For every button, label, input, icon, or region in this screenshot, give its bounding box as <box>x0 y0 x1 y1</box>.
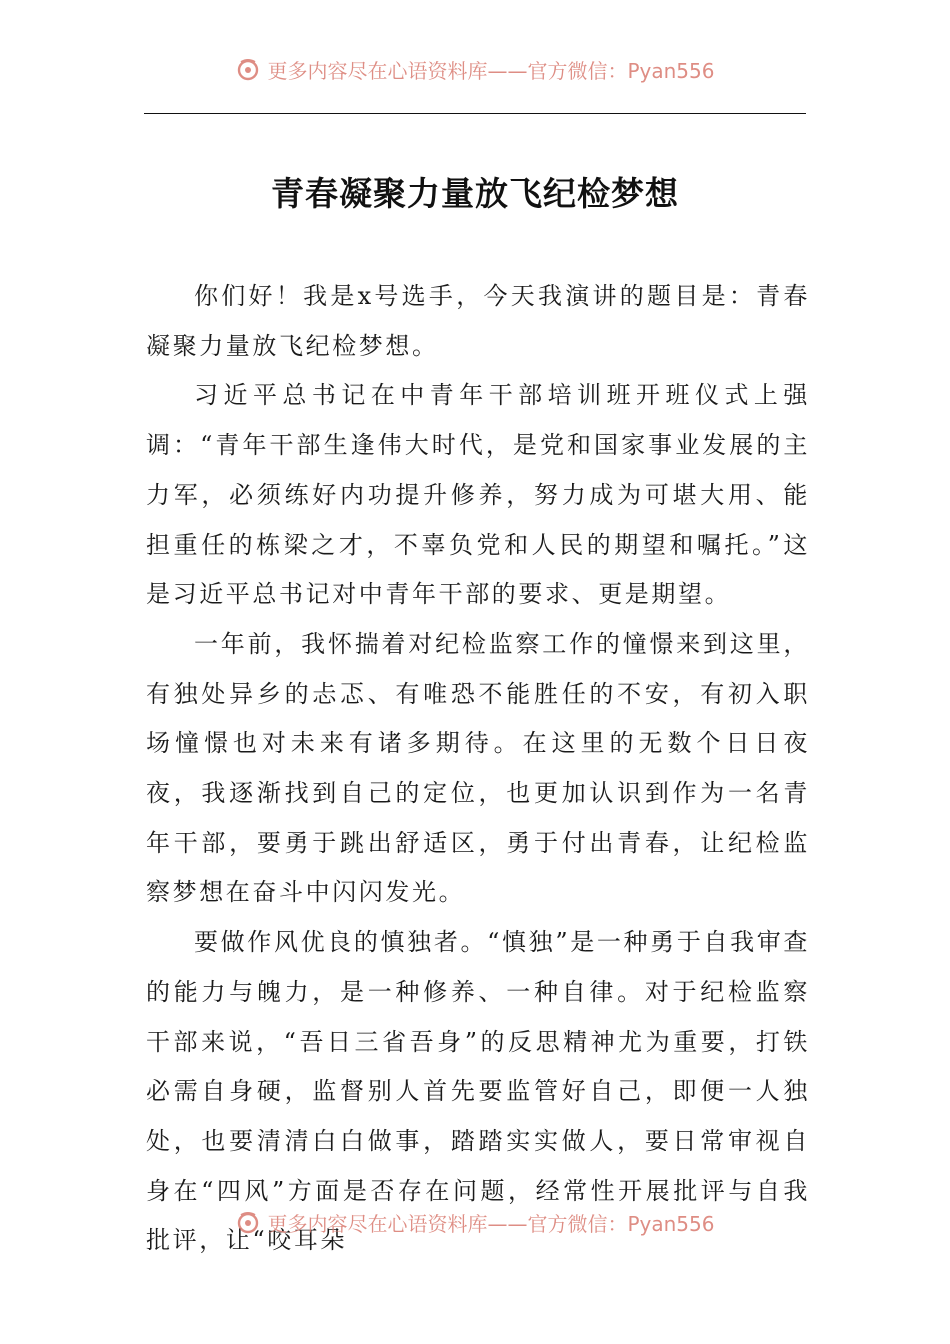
header-divider <box>144 113 806 114</box>
watermark-bottom <box>0 1205 950 1239</box>
paragraph: 要做作风优良的慎独者。“慎独”是一种勇于自我审查的能力与魄力，是一种修养、一种自律。对于纪检监察干部来说，“吾日三省吾身”的反思精神尤为重要，打铁必需自身硬，监督别人首先要监管好自己，即便一人独处，也要清清白白做事，踏踏实实做人，要日常审视自身在“四风”方面是否存在问题，经常性开展批评与自我批评，让“咬耳朵 <box>146 928 810 1255</box>
watermark-text: 更多内容尽在心语资料库——官方微信：Pyan556 <box>267 58 715 83</box>
paragraph: 一年前，我怀揣着对纪检监察工作的憧憬来到这里，有独处异乡的忐忑、有唯恐不能胜任的不安，有初入职场憧憬也对未来有诸多期待。在这里的无数个日日夜夜，我逐渐找到自己的定位，也更加认识到作为一名青年干部，要勇于跳出舒适区，勇于付出青春，让纪检监察梦想在奋斗中闪闪发光。 <box>146 629 810 907</box>
paragraph: 习近平总书记在中青年干部培训班开班仪式上强调：“青年干部生逢伟大时代，是党和国家事业发展的主力军，必须练好内功提升修养，努力成为可堪大用、能担重任的栋梁之才，不辜负党和人民的期望和嘱托。”这是习近平总书记对中青年干部的要求、更是期望。 <box>146 381 810 609</box>
watermark-top <box>0 52 950 86</box>
watermark-text: 更多内容尽在心语资料库——官方微信：Pyan556 <box>267 1211 715 1236</box>
logo-icon <box>235 56 261 82</box>
document-body <box>146 272 810 1266</box>
paragraph: 你们好！我是x号选手，今天我演讲的题目是：青春凝聚力量放飞纪检梦想。 <box>146 282 810 360</box>
document-title: 青春凝聚力量放飞纪检梦想 <box>271 174 679 213</box>
logo-icon <box>235 1209 261 1235</box>
